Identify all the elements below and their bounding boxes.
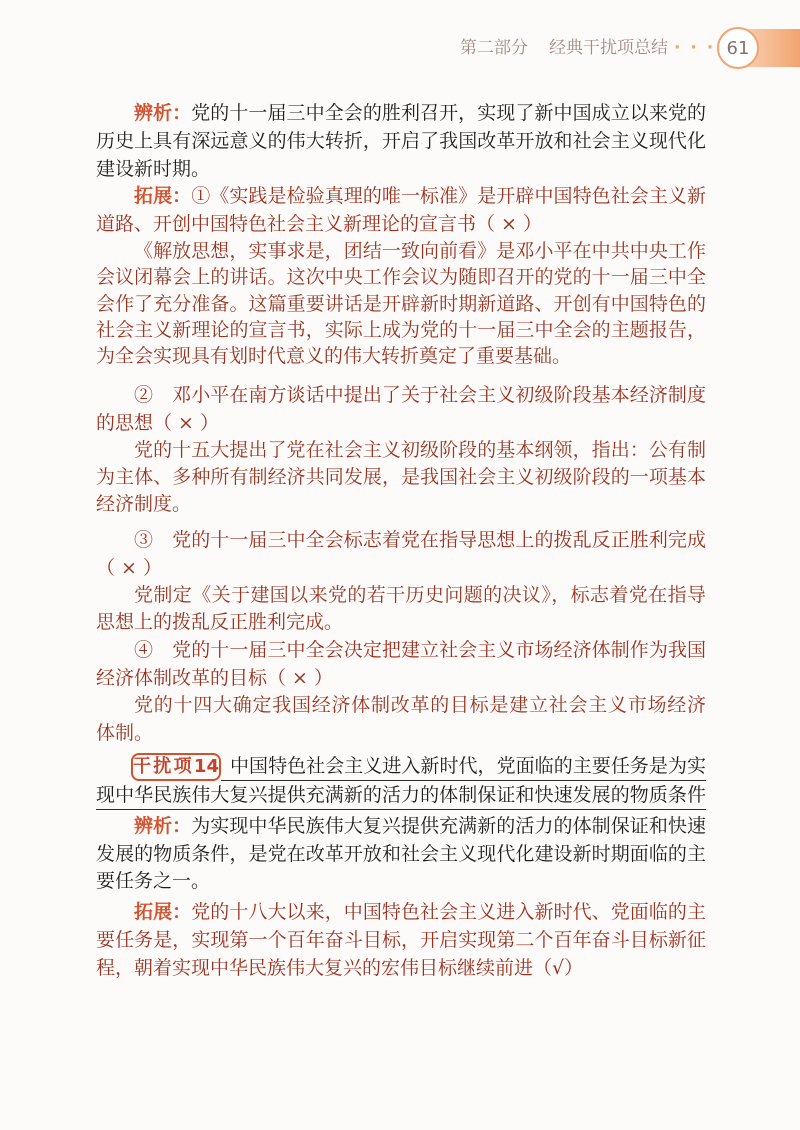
distractor-14 [96, 752, 706, 810]
extension-statement-2 [96, 382, 706, 437]
explanation-line: 社会主义新理论的宣言书，实际上成为党的十一届三中全会的主题报告， [96, 318, 706, 341]
statement-line: （ × ） [96, 557, 162, 580]
page-number: 61 [726, 37, 750, 59]
header-dots: · · · [674, 38, 716, 58]
explanation-line: 为全会实现具有划时代意义的伟大转折奠定了重要基础。 [96, 345, 572, 368]
text-line: 程，朝着实现中华民族伟大复兴的宏伟目标继续前进（√） [96, 956, 584, 979]
explanation-line: 党的十四大确定我国经济体制改革的目标是建立社会主义市场经济 [134, 694, 706, 717]
page-body [96, 99, 706, 982]
text-line: 要任务之一。 [96, 870, 211, 893]
explanation-1 [96, 238, 706, 369]
explanation-2 [96, 437, 706, 518]
text-line [96, 813, 706, 841]
distractor-line [96, 752, 706, 781]
explanation-line: 经济制度。 [96, 493, 192, 516]
analysis-paragraph-14 [96, 813, 706, 896]
text-line [96, 99, 706, 127]
page-header [0, 0, 800, 90]
analysis-label: 辨析： [134, 815, 192, 838]
statement-line [96, 183, 706, 211]
statement-line: ④ 党的十一届三中全会决定把建立社会主义市场经济体制作为我国 [134, 639, 706, 662]
explanation-line: 会议闭幕会上的讲话。这次中央工作会议为随即召开的党的十一届三中全 [96, 266, 706, 289]
analysis-text: 为实现中华民族伟大复兴提供充满新的活力的体制保证和快速 [191, 815, 706, 838]
analysis-paragraph [96, 99, 706, 183]
text-line: 建设新时期。 [96, 158, 211, 180]
statement-line: 道路、开创中国特色社会主义新理论的宣言书（ × ） [96, 212, 543, 235]
explanation-line: 党的十五大提出了党在社会主义初级阶段的基本纲领，指出：公有制 [134, 439, 706, 462]
text-line [96, 898, 706, 926]
distractor-line: 现中华民族伟大复兴提供充满新的活力的体制保证和快速发展的物质条件 [96, 781, 706, 810]
header-title: 经典干扰项总结 [549, 38, 668, 58]
explanation-line: 党制定《关于建国以来党的若干历史问题的决议》，标志着党在指导 [134, 584, 706, 607]
explanation-3 [96, 582, 706, 636]
statement-line: ② 邓小平在南方谈话中提出了关于社会主义初级阶段基本经济制度 [134, 384, 706, 407]
extension-statement-3 [96, 526, 706, 582]
running-header [460, 36, 715, 60]
distractor-tag: 干扰项14 [131, 753, 221, 781]
analysis-label: 辨析： [134, 102, 192, 124]
statement-text: ①《实践是检验真理的唯一标准》是开辟中国特色社会主义新 [191, 185, 706, 207]
explanation-line: 会作了充分准备。这篇重要讲话是开辟新时期新道路、开创有中国特色的 [96, 292, 706, 315]
statement-line: 的思想（ × ） [96, 411, 219, 434]
analysis-text: 党的十一届三中全会的胜利召开，实现了新中国成立以来党的 [191, 102, 706, 124]
extension-statement-4 [96, 636, 706, 692]
statement-line: 经济体制改革的目标（ × ） [96, 667, 333, 690]
explanation-4 [96, 692, 706, 747]
statement-line: ③ 党的十一届三中全会标志着党在指导思想上的拨乱反正胜利完成 [134, 529, 706, 552]
text-line: 要任务是，实现第一个百年奋斗目标，开启实现第二个百年奋斗目标新征 [96, 928, 706, 951]
extension-statement-1 [96, 183, 706, 238]
explanation-line: 体制。 [96, 721, 154, 744]
distractor-text: 中国特色社会主义进入新时代，党面临的主要任务是为实 [221, 752, 706, 781]
explanation-line: 为主体、多种所有制经济共同发展，是我国社会主义初级阶段的一项基本 [96, 466, 706, 489]
extension-label: 拓展： [134, 900, 192, 923]
header-section: 第二部分 [460, 38, 528, 58]
extension-label: 拓展： [134, 185, 192, 207]
extension-paragraph-14 [96, 898, 706, 982]
extension-text: 党的十八大以来，中国特色社会主义进入新时代、党面临的主 [191, 900, 706, 923]
text-line: 发展的物质条件，是党在改革开放和社会主义现代化建设新时期面临的主 [96, 842, 706, 865]
explanation-line: 《解放思想，实事求是，团结一致向前看》是邓小平在中共中央工作 [134, 240, 706, 262]
page-number-badge [717, 27, 759, 69]
text-line: 历史上具有深远意义的伟大转折，开启了我国改革开放和社会主义现代化 [96, 130, 706, 152]
explanation-line: 思想上的拨乱反正胜利完成。 [96, 611, 344, 634]
